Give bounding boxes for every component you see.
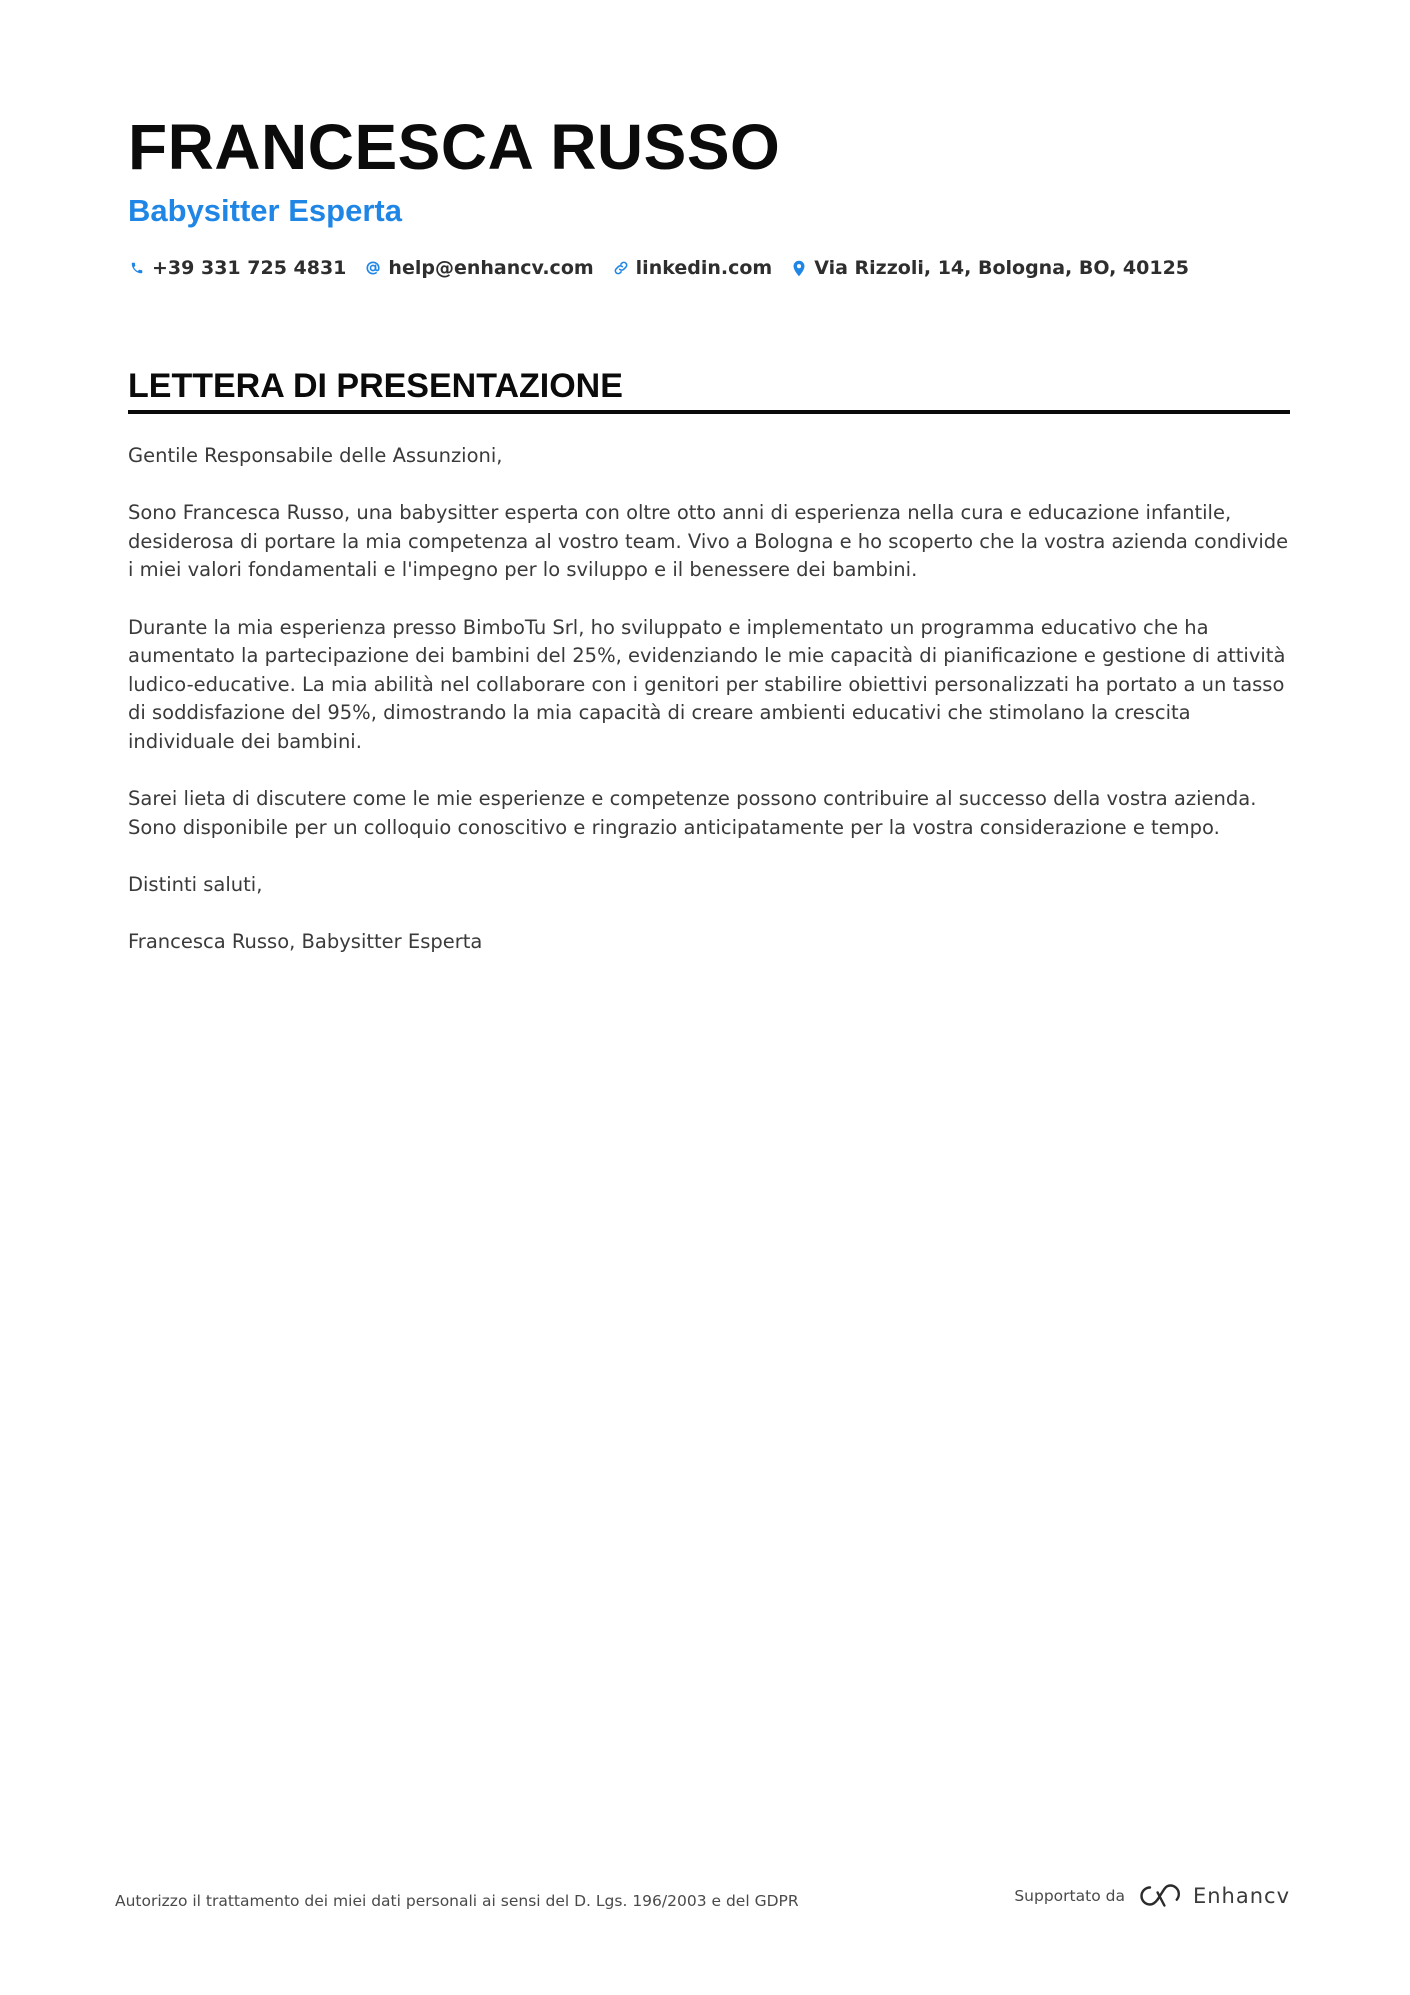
contact-bar <box>128 253 1207 283</box>
section-title: LETTERA DI PRESENTAZIONE <box>128 367 623 405</box>
contact-address-text: Via Rizzoli, 14, Bologna, BO, 40125 <box>814 257 1190 279</box>
letter-paragraph: Durante la mia esperienza presso BimboTu Srl, ho sviluppato e implementato un programma educativo che ha aumentato la partecipazione dei bambini del 25%, evidenziando le mie capacità di pianificazione e gestione di attività ludico-educative. La mia abilità nel collaborare con i genitori per stabilire obiettivi personalizzati ha portato a un tasso di soddisfazione del 95%, dimostrando la mia capacità di creare ambienti educativi che stimolano la crescita individuale dei bambini. <box>128 615 1286 753</box>
powered-by[interactable] <box>1014 1878 1290 1914</box>
section-divider <box>128 410 1290 414</box>
contact-email[interactable] <box>364 257 593 279</box>
letter-paragraph: Sono Francesca Russo, una babysitter esperta con oltre otto anni di esperienza nella cura e educazione infantile, desiderosa di portare la mia competenza al vostro team. Vivo a Bologna e ho scoperto che la vostra azienda condivide i miei valori fondamentali e l'impegno per lo sviluppo e il benessere dei bambini. <box>128 501 1289 582</box>
contact-linkedin-text: linkedin.com <box>635 257 773 279</box>
letter-signature: Francesca Russo, Babysitter Esperta <box>128 930 483 954</box>
powered-by-label: Supportato da <box>1014 1887 1125 1905</box>
contact-linkedin[interactable] <box>612 257 773 279</box>
contact-phone[interactable] <box>128 257 346 279</box>
enhancv-brand-name: Enhancv <box>1192 1884 1290 1908</box>
candidate-name: FRANCESCA RUSSO <box>128 111 781 183</box>
contact-email-text: help@enhancv.com <box>388 257 594 279</box>
contact-phone-text: +39 331 725 4831 <box>152 257 347 279</box>
link-icon <box>612 258 630 278</box>
at-icon <box>364 258 382 278</box>
candidate-role: Babysitter Esperta <box>128 193 402 228</box>
letter-paragraph: Sarei lieta di discutere come le mie esperienze e competenze possono contribuire al successo della vostra azienda. Sono disponibile per un colloquio conoscitivo e ringrazio anticipatamente per la vostra considerazione e tempo. <box>128 787 1257 839</box>
privacy-consent-note: Autorizzo il trattamento dei miei dati personali ai sensi del D. Lgs. 196/2003 e del GDPR <box>115 1892 799 1910</box>
enhancv-logo-icon <box>1137 1883 1183 1909</box>
letter-body <box>128 442 1290 985</box>
phone-icon <box>128 258 146 278</box>
letter-closing: Distinti saluti, <box>128 872 263 896</box>
contact-address[interactable] <box>790 257 1189 279</box>
location-pin-icon <box>790 258 808 278</box>
letter-greeting: Gentile Responsabile delle Assunzioni, <box>128 444 503 467</box>
